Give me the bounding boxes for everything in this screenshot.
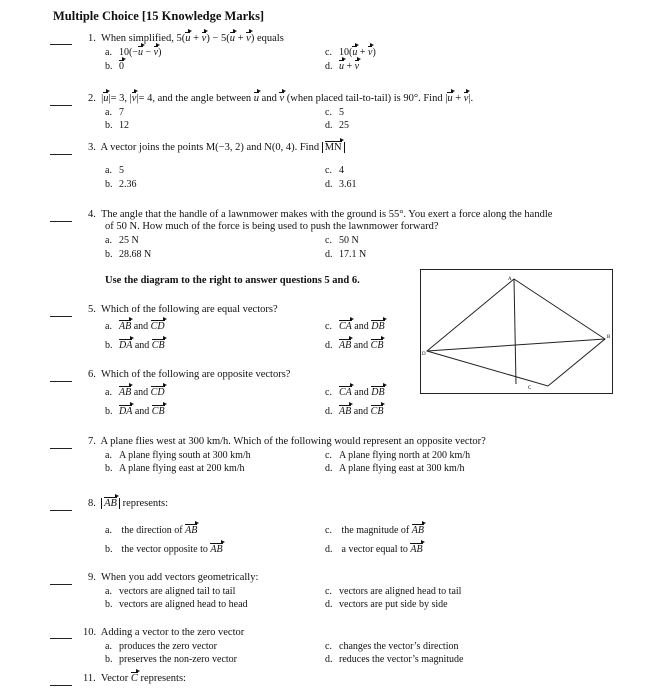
- q5-option-d[interactable]: d. AB and CB: [325, 340, 384, 351]
- q6-option-a[interactable]: a. AB and CD: [105, 387, 165, 398]
- diagram-instruction: Use the diagram to the right to answer questions 5 and 6.: [105, 275, 360, 286]
- answer-blank-10[interactable]: [50, 638, 72, 639]
- q5-option-c[interactable]: c. CA and DB: [325, 321, 385, 332]
- q10-option-d[interactable]: d. reduces the vector’s magnitude: [325, 654, 464, 665]
- answer-blank-6[interactable]: [50, 381, 72, 382]
- q7-option-d[interactable]: d. A plane flying east at 300 km/h: [325, 463, 465, 474]
- question-4-line2: of 50 N. How much of the force is being used to push the lawnmower forward?: [105, 221, 439, 232]
- question-9: 9. When you add vectors geometrically:: [88, 572, 259, 583]
- q5-option-b[interactable]: b. DA and CB: [105, 340, 165, 351]
- q10-option-b[interactable]: b. preserves the non-zero vector: [105, 654, 237, 665]
- question-4: 4. The angle that the handle of a lawnmower makes with the ground is 55°. You exert a force along the handle: [88, 209, 553, 220]
- q9-option-b[interactable]: b. vectors are aligned head to head: [105, 599, 248, 610]
- question-8: 8. AB represents:: [88, 498, 169, 509]
- q2-option-a[interactable]: a. 7: [105, 107, 124, 118]
- answer-blank-11[interactable]: [50, 685, 72, 686]
- q10-option-c[interactable]: c. changes the vector’s direction: [325, 641, 459, 652]
- q9-option-d[interactable]: d. vectors are put side by side: [325, 599, 448, 610]
- q6-option-b[interactable]: b. DA and CB: [105, 406, 165, 417]
- answer-blank-1[interactable]: [50, 44, 72, 45]
- q7-option-a[interactable]: a. A plane flying south at 300 km/h: [105, 450, 251, 461]
- q1-option-a[interactable]: a. 10(−u − v): [105, 47, 162, 58]
- q1-option-d[interactable]: d. u + v: [325, 61, 360, 72]
- q2-option-b[interactable]: b. 12: [105, 120, 129, 131]
- q3-option-b[interactable]: b. 2.36: [105, 179, 137, 190]
- question-10: 10. Adding a vector to the zero vector: [83, 627, 245, 638]
- q4-option-c[interactable]: c. 50 N: [325, 235, 359, 246]
- q2-option-c[interactable]: c. 5: [325, 107, 344, 118]
- answer-blank-4[interactable]: [50, 221, 72, 222]
- vertex-label-a: A: [508, 277, 512, 282]
- q3-option-a[interactable]: a. 5: [105, 165, 124, 176]
- answer-blank-5[interactable]: [50, 316, 72, 317]
- answer-blank-3[interactable]: [50, 154, 72, 155]
- answer-blank-7[interactable]: [50, 448, 72, 449]
- question-2: 2. |u|= 3, |v|= 4, and the angle between u and v (when placed tail-to-tail) is 90°. Find |u + v|.: [88, 93, 474, 104]
- q4-option-b[interactable]: b. 28.68 N: [105, 249, 152, 260]
- question-5: 5. Which of the following are equal vectors?: [88, 304, 278, 315]
- q9-option-a[interactable]: a. vectors are aligned tail to tail: [105, 586, 236, 597]
- vertex-label-c: C: [528, 386, 532, 391]
- question-11: 11. Vector C represents:: [83, 673, 186, 684]
- q8-option-b[interactable]: b. the vector opposite to AB: [105, 544, 223, 555]
- vertex-label-d: D: [422, 352, 426, 357]
- q3-option-d[interactable]: d. 3.61: [325, 179, 357, 190]
- quadrilateral-diagram: [420, 269, 613, 394]
- q8-option-c[interactable]: c. the magnitude of AB: [325, 525, 424, 536]
- question-7: 7. A plane flies west at 300 km/h. Which of the following would represent an opposite vector?: [88, 436, 486, 447]
- answer-blank-8[interactable]: [50, 510, 72, 511]
- q4-option-a[interactable]: a. 25 N: [105, 235, 139, 246]
- section-title: Multiple Choice [15 Knowledge Marks]: [53, 9, 265, 23]
- q7-option-b[interactable]: b. A plane flying east at 200 km/h: [105, 463, 245, 474]
- q6-option-d[interactable]: d. AB and CB: [325, 406, 384, 417]
- q8-option-d[interactable]: d. a vector equal to AB: [325, 544, 423, 555]
- q7-option-c[interactable]: c. A plane flying north at 200 km/h: [325, 450, 471, 461]
- q9-option-c[interactable]: c. vectors are aligned head to tail: [325, 586, 462, 597]
- question-1: 1. When simplified, 5(u + v) − 5(u + v) equals: [88, 33, 284, 44]
- q2-option-d[interactable]: d. 25: [325, 120, 349, 131]
- answer-blank-9[interactable]: [50, 584, 72, 585]
- q1-option-c[interactable]: c. 10(u + v): [325, 47, 376, 58]
- q5-option-a[interactable]: a. AB and CD: [105, 321, 165, 332]
- q3-option-c[interactable]: c. 4: [325, 165, 344, 176]
- vertex-label-b: B: [607, 335, 611, 340]
- q8-option-a[interactable]: a. the direction of AB: [105, 525, 198, 536]
- answer-blank-2[interactable]: [50, 105, 72, 106]
- q1-option-b[interactable]: b. 0: [105, 61, 124, 72]
- q6-option-c[interactable]: c. CA and DB: [325, 387, 385, 398]
- question-3: 3. A vector joins the points M(−3, 2) and N(0, 4). Find MN: [88, 142, 345, 153]
- q4-option-d[interactable]: d. 17.1 N: [325, 249, 367, 260]
- q10-option-a[interactable]: a. produces the zero vector: [105, 641, 218, 652]
- question-6: 6. Which of the following are opposite vectors?: [88, 369, 291, 380]
- diagram-frame: [421, 270, 613, 394]
